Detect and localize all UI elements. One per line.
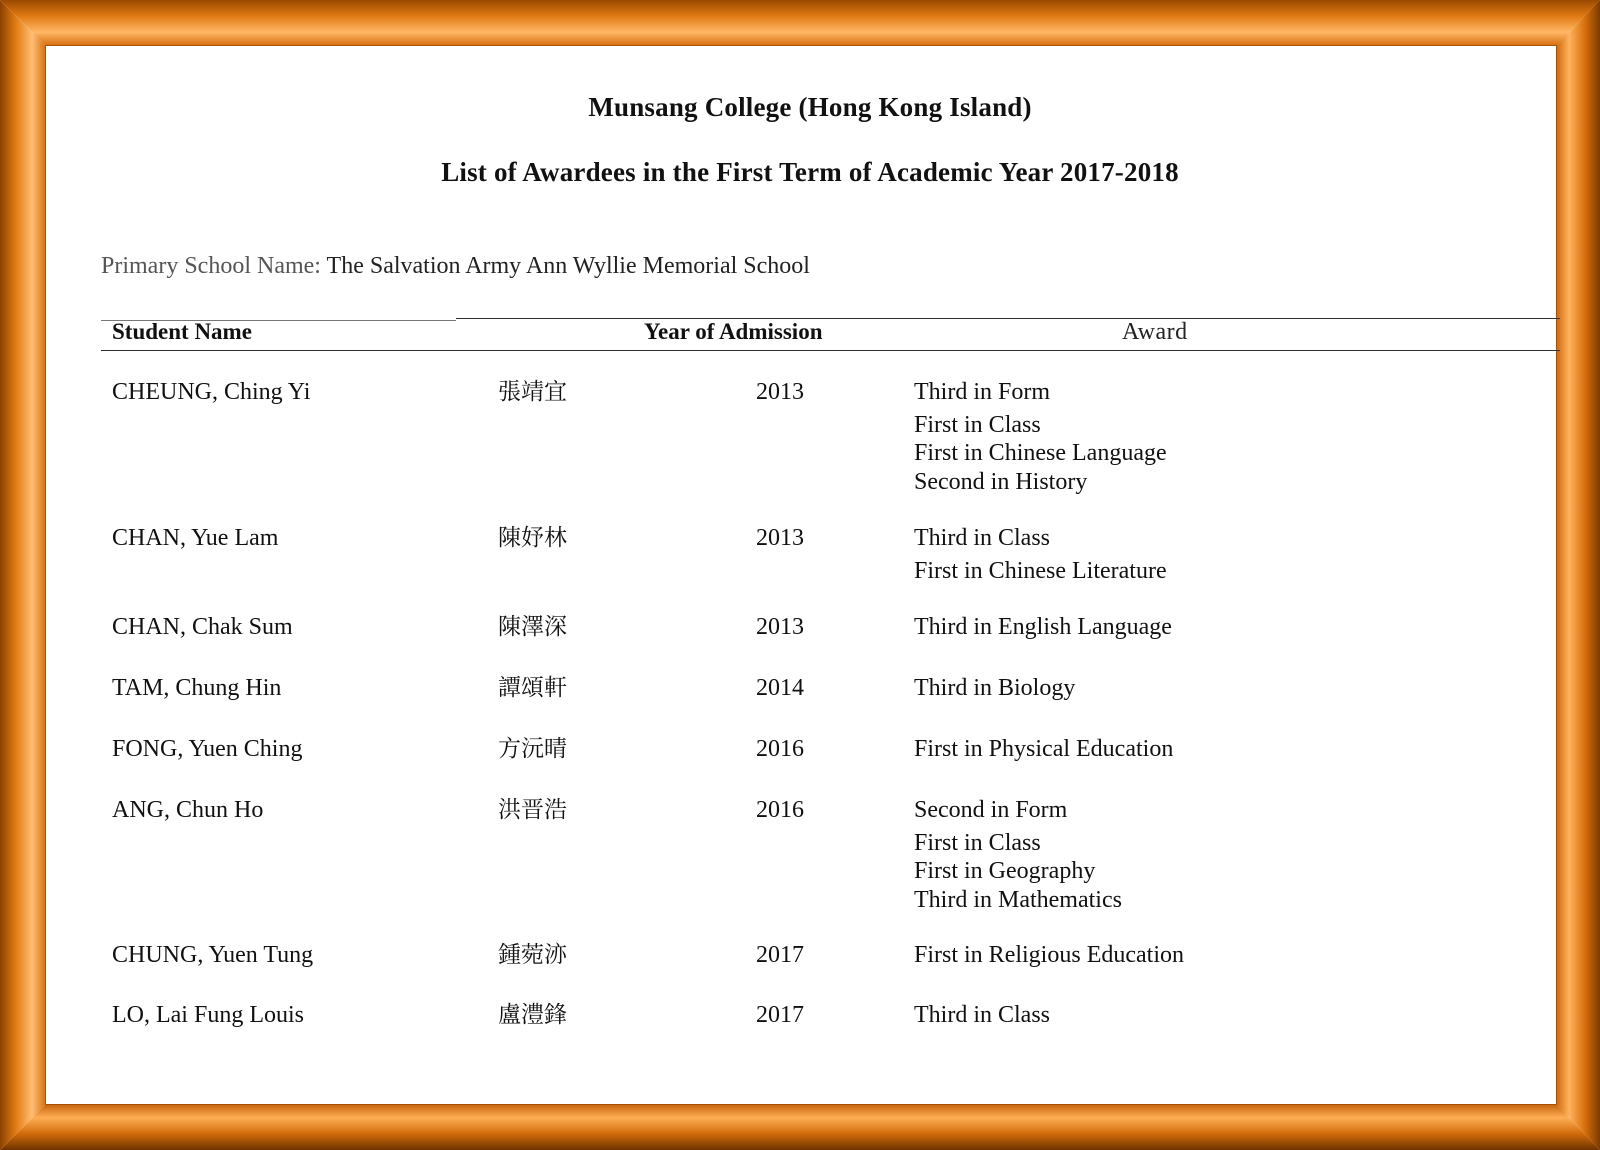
student-name: CHAN, Chak Sum [112, 614, 293, 640]
award-list [914, 1001, 1050, 1030]
award-cell [914, 941, 1184, 974]
year-of-admission: 2013 [756, 525, 804, 551]
student-chinese-name: 洪晋浩 [498, 797, 567, 823]
award-cell [914, 674, 1075, 707]
year-of-admission: 2014 [756, 675, 804, 701]
award-cell [914, 1001, 1050, 1034]
award-list [914, 674, 1075, 703]
award-cell [914, 735, 1173, 768]
student-name: CHEUNG, Ching Yi [112, 379, 311, 405]
student-name: TAM, Chung Hin [112, 675, 282, 701]
year-of-admission: 2017 [756, 1002, 804, 1028]
student-name: FONG, Yuen Ching [112, 736, 303, 762]
award-cell [914, 796, 1122, 914]
award-list [914, 941, 1184, 970]
student-chinese-name: 鍾菀洂 [498, 942, 567, 968]
award-cell [914, 524, 1167, 585]
award-item: First in Class [914, 411, 1041, 438]
award-item: First in Chinese Language [914, 440, 1167, 466]
award-item: Third in Class [914, 525, 1050, 551]
award-item: First in Chinese Literature [914, 557, 1167, 584]
student-name: LO, Lai Fung Louis [112, 1002, 304, 1028]
award-item: Third in English Language [914, 614, 1172, 640]
column-header-year-of-admission: Year of Admission [644, 319, 823, 344]
student-chinese-name: 盧澧鋒 [498, 1002, 567, 1028]
student-chinese-name: 張靖宜 [498, 379, 567, 405]
student-chinese-name: 譚頌軒 [498, 675, 567, 701]
table-top-rule-right [456, 318, 1560, 319]
award-list [914, 735, 1173, 764]
year-of-admission: 2016 [756, 736, 804, 762]
college-title: Munsang College (Hong Kong Island) [588, 92, 1032, 122]
award-item: Second in Form [914, 797, 1068, 823]
primary-school-line [101, 253, 810, 280]
award-list [914, 378, 1167, 496]
award-list [914, 613, 1172, 642]
student-chinese-name: 陳妤林 [498, 525, 567, 551]
list-title: List of Awardees in the First Term of Academic Year 2017-2018 [441, 157, 1179, 187]
primary-school-label: Primary School Name: [101, 253, 321, 279]
student-chinese-name: 方沅晴 [498, 736, 567, 762]
year-of-admission: 2013 [756, 379, 804, 405]
student-name: CHUNG, Yuen Tung [112, 942, 314, 968]
award-item: First in Religious Education [914, 942, 1184, 968]
document-page [46, 46, 1556, 1104]
award-list [914, 524, 1167, 585]
award-item: First in Geography [914, 858, 1096, 884]
award-item: Third in Form [914, 379, 1050, 405]
column-header-student-name: Student Name [112, 319, 252, 344]
year-of-admission: 2017 [756, 942, 804, 968]
primary-school-value: The Salvation Army Ann Wyllie Memorial School [326, 253, 810, 279]
year-of-admission: 2016 [756, 797, 804, 823]
award-item: Third in Biology [914, 675, 1076, 701]
award-list [914, 796, 1122, 914]
award-item: First in Physical Education [914, 736, 1174, 762]
award-item: Second in History [914, 468, 1088, 495]
award-item: Third in Mathematics [914, 886, 1122, 913]
award-item: Third in Class [914, 1002, 1050, 1028]
column-header-award: Award [1122, 319, 1188, 345]
award-cell [914, 378, 1167, 496]
award-item: First in Class [914, 829, 1041, 856]
student-chinese-name: 陳澤深 [498, 614, 567, 640]
award-cell [914, 613, 1172, 646]
table-header-bottom-rule [101, 350, 1560, 351]
student-name: CHAN, Yue Lam [112, 525, 279, 551]
year-of-admission: 2013 [756, 614, 804, 640]
student-name: ANG, Chun Ho [112, 797, 264, 823]
